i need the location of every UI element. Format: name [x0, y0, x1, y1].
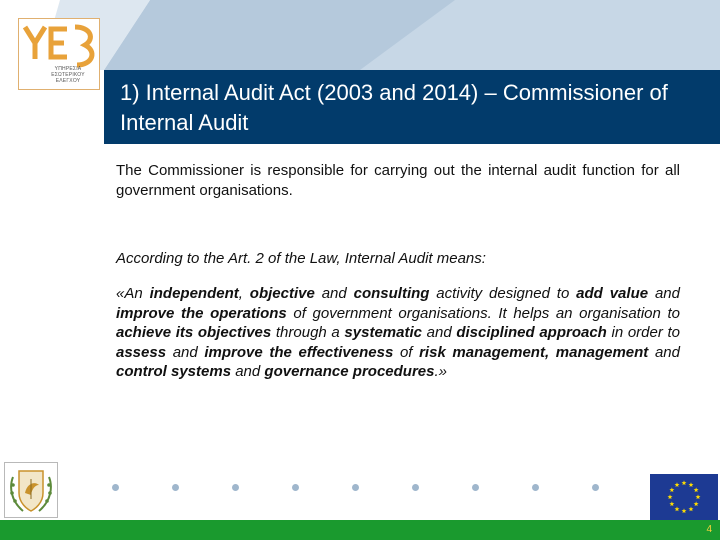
- definition-emphasis: governance procedures: [264, 363, 435, 380]
- definition-text: of government organisations. It helps an organisation to: [286, 304, 680, 322]
- slide-title: 1) Internal Audit Act (2003 and 2014) – Commissioner of Internal Audit: [120, 80, 668, 135]
- decorative-dot: [292, 484, 299, 491]
- definition-text: and: [314, 285, 354, 302]
- page-number: 4: [706, 524, 712, 535]
- definition-emphasis: consulting: [353, 285, 430, 302]
- definition-text: and: [648, 343, 680, 361]
- eu-flag-icon: [650, 474, 718, 520]
- definition-text: ,: [238, 285, 250, 302]
- cyprus-emblem-icon: [5, 463, 57, 517]
- definition-emphasis: add value: [576, 285, 649, 302]
- eu-star-icon: [689, 507, 694, 512]
- decorative-dot: [592, 484, 599, 491]
- definition-text: in order to: [606, 324, 681, 341]
- definition-emphasis: assess: [116, 343, 167, 361]
- definition-emphasis: improve the effectiveness: [204, 343, 394, 361]
- eu-star-icon: [689, 482, 694, 487]
- logo-caption-line: ΥΠΗΡΕΣΙΑ: [54, 66, 82, 72]
- decorative-dots: [110, 481, 610, 495]
- definition-emphasis: objective: [249, 285, 315, 302]
- eu-star-icon: [694, 487, 699, 492]
- logo-caption-line: ΕΣΩΤΕΡΙΚΟΥ: [51, 72, 85, 78]
- decorative-dot: [412, 484, 419, 491]
- definition-emphasis: risk management, management: [419, 343, 649, 361]
- decorative-dot: [172, 484, 179, 491]
- eu-star-icon: [682, 508, 687, 513]
- definition-text: «An: [116, 285, 150, 302]
- intro-paragraph: The Commissioner is responsible for carrying out the internal audit function for all government organisations.: [116, 162, 680, 199]
- eu-star-icon: [668, 494, 673, 499]
- eu-star-icon: [669, 487, 674, 492]
- eu-star-icon: [669, 501, 674, 506]
- decorative-dot: [352, 484, 359, 491]
- department-logo: [18, 18, 100, 90]
- decorative-dot: [232, 484, 239, 491]
- definition-text: activity designed to: [429, 285, 577, 302]
- definition-text: .»: [434, 363, 447, 380]
- eu-star-icon: [696, 494, 701, 499]
- definition-lead: According to the Art. 2 of the Law, Internal Audit means:: [116, 250, 486, 267]
- definition-emphasis: disciplined approach: [456, 324, 607, 341]
- definition-emphasis: improve the operations: [116, 304, 287, 322]
- eu-star-icon: [675, 507, 680, 512]
- definition-text: and: [166, 343, 205, 361]
- definition-text: and: [648, 285, 680, 302]
- definition-emphasis: achieve its objectives: [116, 324, 272, 341]
- definition-emphasis: systematic: [344, 324, 422, 341]
- definition-paragraph: [116, 284, 680, 382]
- definition-text: and: [231, 363, 265, 380]
- definition-text: of: [393, 343, 420, 361]
- cyprus-emblem: [4, 462, 58, 518]
- eu-stars: [650, 474, 718, 520]
- eu-star-icon: [675, 482, 680, 487]
- title-bar: [104, 70, 720, 144]
- decorative-dot: [472, 484, 479, 491]
- definition-emphasis: control systems: [116, 363, 232, 380]
- logo-caption-line: ΕΛΕΓΧΟΥ: [55, 78, 81, 84]
- logo-caption: [39, 66, 97, 84]
- decorative-dot: [112, 484, 119, 491]
- footer-bar: [0, 520, 720, 540]
- definition-text: and: [421, 324, 457, 341]
- definition-emphasis: independent: [149, 285, 239, 302]
- eu-star-icon: [694, 501, 699, 506]
- decorative-dot: [532, 484, 539, 491]
- eu-star-icon: [682, 480, 687, 485]
- definition-text: through a: [271, 324, 345, 341]
